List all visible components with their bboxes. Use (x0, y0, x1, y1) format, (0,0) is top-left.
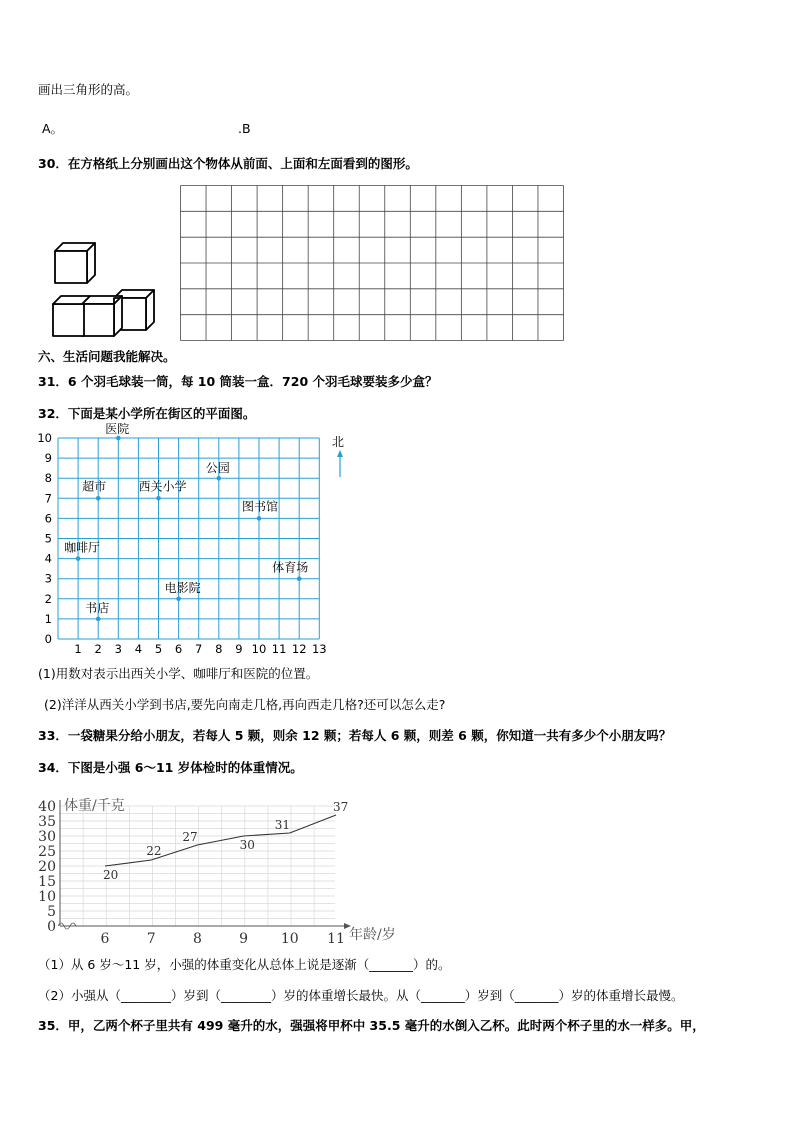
map-place-label: 体育场 (272, 560, 309, 575)
chart-y-tick: 20 (38, 859, 56, 875)
map-point (176, 597, 181, 602)
question-34: 34．下图是小强 6～11 岁体检时的体重情况。 (38, 760, 303, 775)
map-place-label: 图书馆 (242, 499, 279, 514)
question-32-part-2: (2)洋洋从西关小学到书店,要先向南走几格,再向西走几格?还可以怎么走? (44, 697, 446, 712)
chart-data-label: 37 (333, 800, 349, 814)
square-grid-paper[interactable] (180, 185, 564, 341)
question-34-part-2: （2）小强从（________）岁到（________）岁的体重增长最快。从（_______）岁到（_______）岁的体重增长最慢。 (38, 988, 684, 1003)
chart-y-tick: 35 (38, 814, 56, 830)
map-x-tick: 11 (271, 642, 287, 656)
chart-data-label: 20 (103, 868, 119, 882)
chart-x-tick: 9 (239, 931, 249, 947)
cube-figure (45, 240, 165, 340)
map-y-tick: 8 (44, 471, 52, 486)
section-6-heading: 六、生活问题我能解决。 (38, 349, 176, 364)
map-place-label: 超市 (82, 479, 107, 494)
map-y-tick: 3 (44, 571, 52, 586)
chart-data-label: 31 (274, 818, 291, 832)
chart-y-tick: 25 (38, 844, 56, 860)
map-y-tick: 4 (44, 551, 52, 566)
chart-x-label: 年龄/岁 (349, 927, 396, 943)
chart-y-label: 体重/千克 (64, 798, 125, 814)
map-x-tick: 5 (154, 642, 163, 656)
map-x-tick: 9 (235, 642, 243, 656)
q29-label-a: A。 (42, 121, 64, 136)
street-map (34, 422, 364, 656)
map-y-tick: 10 (37, 431, 52, 445)
q29-label-b: .B (238, 121, 251, 136)
question-30: 30．在方格纸上分别画出这个物体从前面、上面和左面看到的图形。 (38, 156, 418, 171)
chart-x-tick: 7 (146, 931, 156, 947)
map-point (76, 556, 81, 561)
map-point (257, 516, 262, 521)
chart-data-label: 27 (182, 830, 198, 844)
chart-y-tick: 30 (38, 829, 56, 845)
map-y-tick: 6 (44, 511, 52, 526)
map-place-label: 咖啡厅 (64, 540, 101, 555)
north-arrowhead-icon (337, 450, 343, 457)
map-place-label: 书店 (85, 600, 110, 615)
map-x-tick: 7 (195, 642, 203, 656)
map-place-label: 医院 (105, 422, 130, 436)
weight-line-chart (30, 787, 410, 947)
question-33: 33．一袋糖果分给小朋友，若每人 5 颗，则余 12 颗；若每人 6 颗，则差 6 颗，你知道一共有多少个小朋友吗？ (38, 728, 672, 743)
chart-data-label: 22 (146, 844, 162, 858)
question-31: 31．6 个羽毛球装一筒，每 10 筒装一盒．720 个羽毛球要装多少盒？ (38, 374, 438, 389)
map-y-tick: 5 (44, 531, 52, 546)
map-point (116, 436, 121, 441)
chart-y-tick: 10 (38, 889, 56, 905)
map-y-tick: 1 (44, 611, 52, 626)
question-34-part-1: （1）从 6 岁～11 岁，小强的体重变化从总体上说是逐渐（_______）的。 (38, 957, 451, 972)
q29-tail: 画出三角形的高。 (38, 82, 139, 97)
map-x-tick: 12 (291, 642, 307, 656)
north-label: 北 (332, 435, 345, 449)
map-place-label: 西关小学 (138, 479, 187, 494)
chart-x-tick: 11 (327, 931, 345, 947)
map-point (156, 496, 161, 501)
question-32: 32．下面是某小学所在街区的平面图。 (38, 406, 256, 421)
map-place-label: 电影院 (164, 580, 201, 595)
map-point (297, 576, 302, 581)
map-x-tick: 10 (251, 642, 267, 656)
map-y-tick: 7 (44, 491, 52, 506)
map-x-tick: 3 (114, 642, 122, 656)
question-35: 35．甲，乙两个杯子里共有 499 毫升的水，强强将甲杯中 35.5 毫升的水倒入乙杯。此时两个杯子里的水一样多。甲， (38, 1018, 705, 1033)
map-point (96, 496, 101, 501)
map-y-tick: 0 (44, 632, 52, 646)
question-32-part-1: (1)用数对表示出西关小学、咖啡厅和医院的位置。 (38, 666, 319, 681)
chart-data-label: 30 (239, 838, 255, 852)
map-x-tick: 13 (311, 642, 327, 656)
chart-y-tick: 40 (38, 799, 56, 815)
chart-x-tick: 10 (280, 931, 299, 947)
map-x-tick: 8 (215, 642, 223, 656)
map-point (96, 617, 101, 622)
map-place-label: 公园 (205, 461, 230, 476)
map-y-tick: 2 (44, 591, 52, 606)
chart-y-tick: 15 (38, 874, 56, 890)
map-x-tick: 6 (174, 642, 183, 656)
map-x-tick: 4 (134, 642, 143, 656)
map-point (217, 476, 222, 481)
chart-x-tick: 8 (192, 931, 202, 947)
chart-y-tick: 5 (47, 904, 56, 920)
map-x-tick: 1 (74, 642, 82, 656)
map-y-tick: 9 (44, 451, 52, 466)
chart-y-tick: 0 (47, 919, 56, 935)
map-x-tick: 2 (94, 642, 102, 656)
chart-x-tick: 6 (100, 931, 110, 947)
